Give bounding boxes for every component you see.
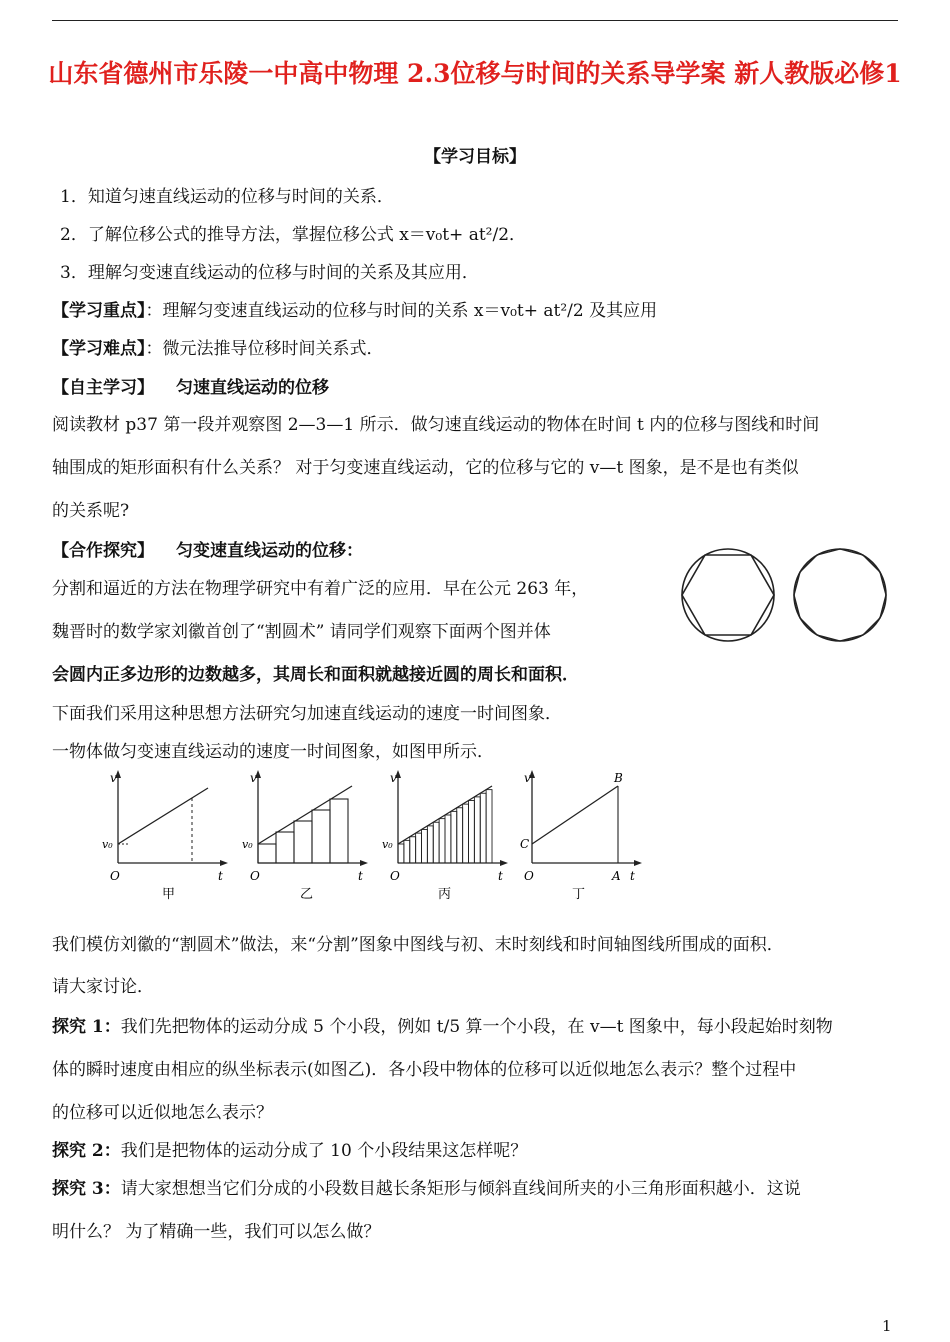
strip-bar	[451, 811, 457, 863]
difficulty	[52, 334, 384, 359]
graph-yi	[242, 770, 368, 902]
emphasis-line: 会圆内正多边形的边数越多，其周长和面积就越接近圆的周长和面积．	[52, 665, 579, 685]
paragraph-line: 体的瞬时速度由相应的纵坐标表示(如图乙)．各小段中物体的位移可以近似地怎么表示？整个过程中	[52, 1060, 797, 1080]
graph-caption: 甲	[162, 887, 176, 902]
paragraph-line: 阅读教材 p37 第一段并观察图 2—3—1 所示．做匀速直线运动的物体在时间 t 内的位移与图线和时间	[52, 415, 820, 435]
graph-caption: 丁	[572, 887, 586, 902]
difficulty-label: 【学习难点】	[52, 339, 146, 359]
t-axis-label: t	[358, 869, 363, 883]
t-axis-label: t	[218, 869, 223, 883]
self-study-label: 【自主学习】	[52, 378, 154, 398]
point-c-label: C	[520, 837, 530, 851]
explore-1-text: 我们先把物体的运动分成 5 个小段，例如 t/5 算一个小段，在 v—t 图象中，每小段起始时刻物	[120, 1017, 833, 1037]
point-b-label: B	[614, 771, 623, 785]
key-point-text: ：理解匀变速直线运动的位移与时间的关系 x＝v₀t+ at²/2 及其应用	[145, 301, 658, 321]
self-study-heading	[52, 373, 329, 398]
velocity-line	[258, 786, 352, 844]
origin-label: O	[524, 869, 534, 883]
strip-bar	[457, 808, 463, 863]
v-axis-label: v	[250, 771, 257, 785]
strip-bar	[433, 822, 439, 863]
strip-bar	[427, 826, 433, 863]
strip-bar	[445, 815, 451, 863]
v-axis-label: v	[390, 771, 397, 785]
explore-3-text: 请大家想想当它们分成的小段数目越长条矩形与倾斜直线间所夹的小三角形面积越小．这说	[120, 1179, 801, 1199]
velocity-line	[118, 788, 208, 844]
graph-caption: 丙	[438, 887, 452, 902]
strip-bar	[439, 819, 445, 863]
explore-2-text: 我们是把物体的运动分成了 10 个小段结果这怎样呢？	[120, 1141, 528, 1161]
strip-bar	[410, 837, 416, 863]
explore-3-label: 探究 3：	[52, 1179, 121, 1199]
circle-right	[794, 549, 886, 641]
v-axis-label: v	[524, 771, 531, 785]
explore-1	[52, 1012, 833, 1037]
graph-bing	[382, 770, 508, 902]
paragraph-line: 魏晋时的数学家刘徽首创了“割圆术” 请同学们观察下面两个图并体	[52, 622, 551, 642]
v0-label: v₀	[102, 838, 113, 851]
goal-item: 3．理解匀变速直线运动的位移与时间的关系及其应用．	[60, 263, 479, 283]
strip-bar	[480, 793, 486, 863]
coop-title: 匀变速直线运动的位移：	[176, 541, 363, 561]
strip-bar	[422, 830, 428, 864]
explore-3	[52, 1174, 801, 1199]
origin-label: O	[110, 869, 120, 883]
self-study-title: 匀速直线运动的位移	[176, 378, 329, 398]
bar-group	[398, 790, 492, 863]
explore-2	[52, 1136, 527, 1161]
explore-1-label: 探究 1：	[52, 1017, 121, 1037]
strip-bar	[398, 844, 404, 863]
point-a-label: A	[612, 869, 621, 883]
v0-label: v₀	[382, 838, 393, 851]
strip-bar	[404, 840, 410, 863]
difficulty-text: ：微元法推导位移时间关系式．	[145, 339, 384, 359]
paragraph-line: 分割和逼近的方法在物理学研究中有着广泛的应用．早在公元 263 年，	[52, 579, 589, 599]
graph-caption: 乙	[300, 887, 314, 902]
t-axis-label: t	[630, 869, 635, 883]
section-heading-goals: 【学习目标】	[424, 147, 526, 167]
paragraph-line: 轴围成的矩形面积有什么关系？ 对于匀变速直线运动，它的位移与它的 v—t 图象，是不是也有类似	[52, 458, 799, 478]
coop-heading	[52, 536, 363, 561]
key-point	[52, 296, 657, 321]
strip-bar	[463, 804, 469, 863]
goal-item: 2．了解位移公式的推导方法，掌握位移公式 x＝v₀t+ at²/2．	[60, 225, 527, 245]
header-rule	[52, 20, 898, 21]
strip-bar	[486, 790, 492, 863]
goal-item: 1．知道匀速直线运动的位移与时间的关系．	[60, 187, 394, 207]
t-axis-label: t	[498, 869, 503, 883]
strip-bar	[469, 801, 475, 864]
strip-bar	[474, 797, 480, 863]
graph-jia	[102, 770, 228, 902]
paragraph-line: 我们模仿刘徽的“割圆术”做法，来“分割”图象中图线与初、末时刻线和时间轴图线所围成的面积．	[52, 935, 784, 955]
key-point-label: 【学习重点】	[52, 301, 146, 321]
paragraph-line: 的位移可以近似地怎么表示？	[52, 1103, 273, 1123]
origin-label: O	[250, 869, 260, 883]
origin-label: O	[390, 869, 400, 883]
paragraph-line: 下面我们采用这种思想方法研究匀加速直线运动的速度一时间图象．	[52, 704, 562, 724]
paragraph-line: 一物体做匀变速直线运动的速度一时间图象，如图甲所示．	[52, 742, 494, 762]
v0-label: v₀	[242, 838, 253, 851]
page-number: 1	[882, 1317, 892, 1335]
paragraph-line: 明什么？ 为了精确一些，我们可以怎么做？	[52, 1222, 381, 1242]
graph-ding	[520, 770, 642, 902]
velocity-line	[532, 786, 618, 844]
paragraph-line: 请大家讨论．	[52, 977, 154, 997]
explore-2-label: 探究 2：	[52, 1141, 121, 1161]
v-axis-label: v	[110, 771, 117, 785]
hexagon	[682, 555, 774, 635]
coop-label: 【合作探究】	[52, 541, 154, 561]
vt-graphs-figure	[100, 768, 672, 918]
circle-left	[682, 549, 774, 641]
document-title: 山东省德州市乐陵一中高中物理 2.3位移与时间的关系导学案 新人教版必修1	[48, 59, 902, 88]
inscribed-polygons-figure	[668, 540, 896, 650]
strip-bar	[416, 833, 422, 863]
paragraph-line: 的关系呢?	[52, 501, 130, 521]
